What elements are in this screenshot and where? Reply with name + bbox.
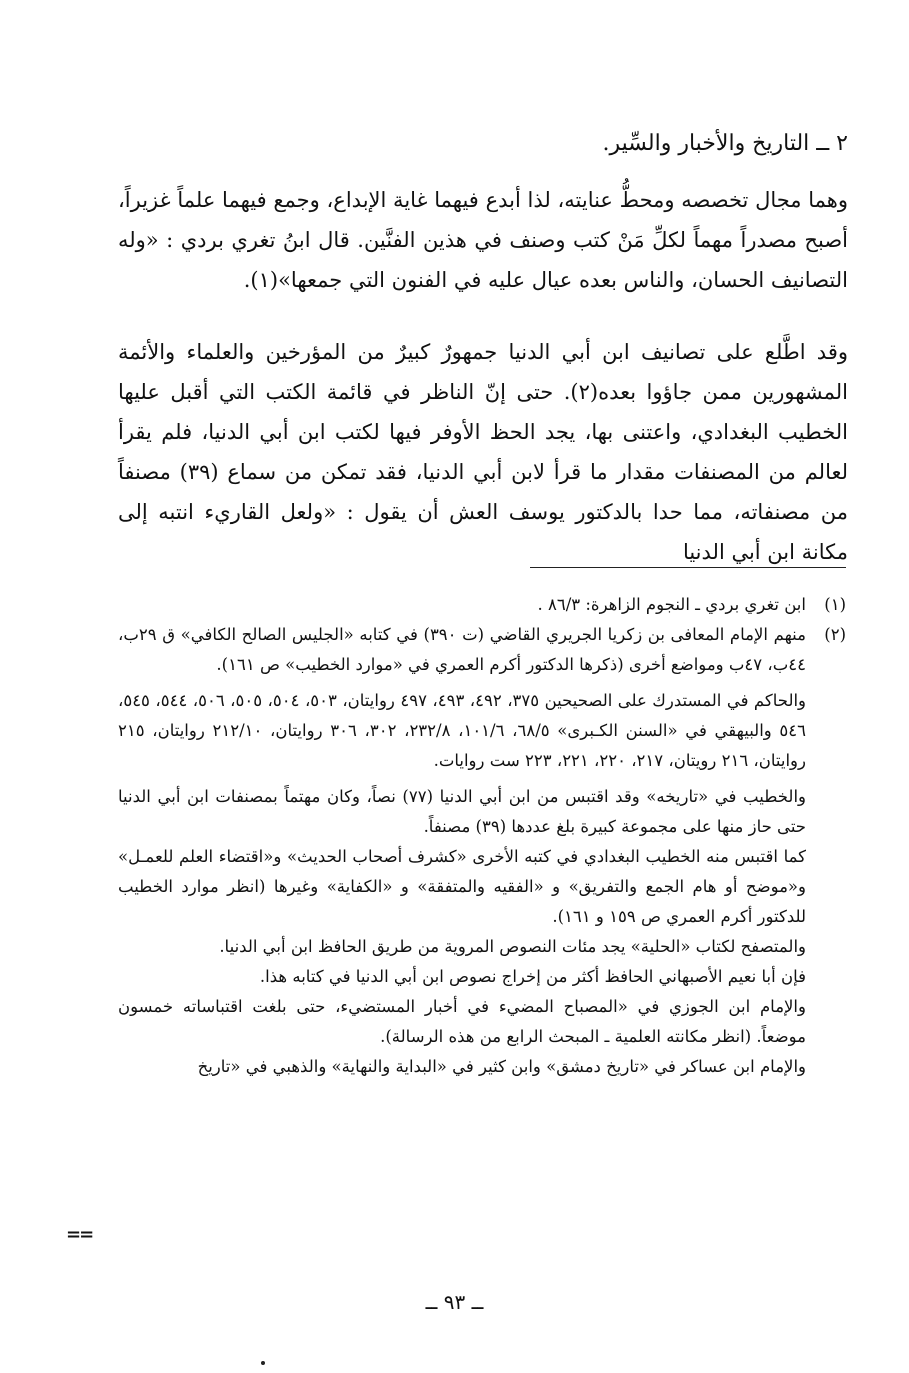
footnote-2-block-ibn-asakir: والإمام ابن عساكر في «تاريخ دمشق» وابن كثير في «البداية والنهاية» والذهبي في «تاريخ [197,1057,806,1076]
footnote-2-number: (٢) [824,625,846,644]
footnote-2 [118,620,846,680]
continuation-mark: == [66,1224,93,1245]
footnote-2-block-khatib: والخطيب في «تاريخه» وقد اقتبس من ابن أبي الدنيا (٧٧) نصاً، وكان مهتماً بمصنفات ابن أبي الدنيا حتى حاز منها على مجموعة كبيرة بلغ عددها (٣٩) مصنفاً. [118,787,806,836]
body-paragraph-2: وقد اطَّلع على تصانيف ابن أبي الدنيا جمهورٌ كبيرٌ من المؤرخين والعلماء والأئمة المشهورين ممن جاؤوا بعده(٢). حتى إنّ الناظر في قائمة الكتب التي أقبل عليها الخطيب البغدادي، واعتنى بها، يجد الحظ الأوفر فيها لكتب ابن أبي الدنيا، فلم يقرأ لعالم من المصنفات مقدار ما قرأ لابن أبي الدنيا، فقد تمكن من سماع (٣٩) مصنفاً من مصنفاته، مما حدا بالدكتور يوسف العش أن يقول : «ولعل القاريء انتبه إلى مكانة ابن أبي الدنيا [118,340,849,564]
footnote-2-block-hilya: والمتصفح لكتاب «الحلية» يجد مئات النصوص المروية من طريق الحافظ ابن أبي الدنيا. [219,937,806,956]
footnote-2-text: منهم الإمام المعافى بن زكريا الجريري القاضي (ت ٣٩٠) في كتابه «الجليس الصالح الكافي» ق ٢٩ب، ٤٤ب، ٤٧ب ومواضع أخرى (ذكرها الدكتور أكرم العمري في «موارد الخطيب» ص ١٦١). [118,625,806,674]
footnote-2-block-hakim: والحاكم في المستدرك على الصحيحين ٣٧٥، ٤٩٢، ٤٩٣، ٤٩٧ روايتان، ٥٠٣، ٥٠٤، ٥٠٥، ٥٠٦، ٥٤٤، ٥٤٥، ٥٤٦ والبيهقي في «السنن الكـبرى» ٦٨/٥، ١٠١/٦، ٢٣٢/٨، ٣٠٢، ٣٠٦ روايتان، ٢١٢/١٠ روايتان، ٢١٥ روايتان، ٢١٦ رويتان، ٢١٧، ٢٢٠، ٢٢١، ٢٢٣ ست روايات. [118,691,807,770]
section-heading: ٢ ــ التاريخ والأخبار والسِّير. [602,131,848,156]
footnote-1 [118,590,846,620]
ink-speck [261,1361,265,1365]
footnote-2-block-khatib-books: كما اقتبس منه الخطيب البغدادي في كتبه الأخرى «كشرف أصحاب الحديث» و«اقتضاء العلم للعمـل» و«موضح أو هام الجمع والتفريق» و «الفقيه والمتفقة» و «الكفاية» وغيرها (انظر موارد الخطيب للدكتور أكرم العمري ص ١٥٩ و ١٦١). [118,847,806,926]
footnote-1-number: (١) [824,595,846,614]
footnote-2-block-ibn-jawzi: والإمام ابن الجوزي في «المصباح المضيء في أخبار المستضيء، حتى بلغت اقتباساته خمسون موضعاً. (انظر مكانته العلمية ـ المبحث الرابع من هذه الرسالة). [118,997,806,1046]
footnote-1-text: ابن تغري بردي ـ النجوم الزاهرة: ٨٦/٣ . [537,595,806,614]
footnotes [118,590,846,1082]
footnote-2-block-abu-nuaym: فإن أبا نعيم الأصبهاني الحافظ أكثر من إخراج نصوص ابن أبي الدنيا في كتابه هذا. [259,967,806,986]
footnote-separator [530,567,846,568]
body-paragraph-1: وهما مجال تخصصه ومحطُّ عنايته، لذا أبدع فيهما غاية الإبداع، وجمع فيهما علماً غزيراً، أصبح مصدراً مهماً لكلِّ مَنْ كتب وصنف في هذين الفنَّين. قال ابنُ تغري بردي : «وله التصانيف الحسان، والناس بعده عيال عليه في الفنون التي جمعها»(١). [118,188,848,292]
page-number: ــ ٩٣ ــ [425,1290,484,1314]
